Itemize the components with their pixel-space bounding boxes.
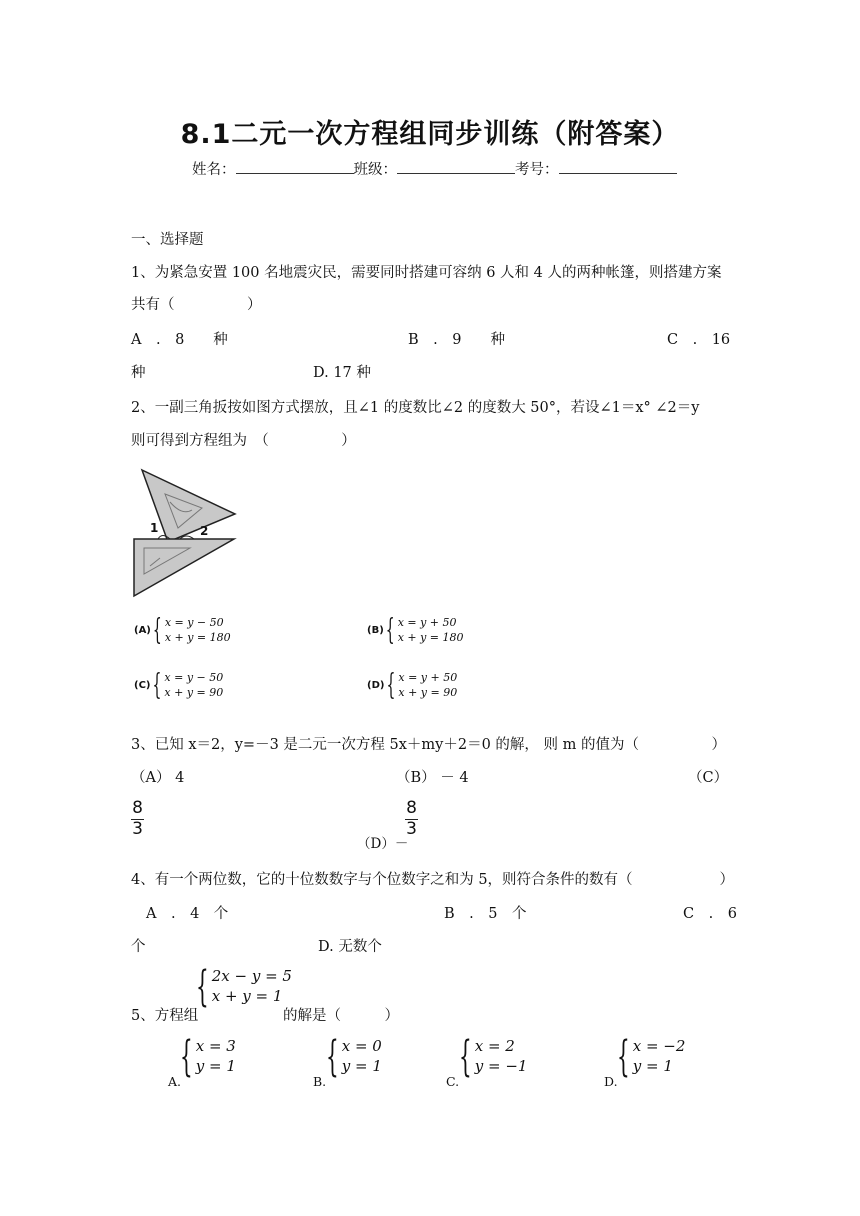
q4-option-a: A . 4 个 <box>146 906 229 922</box>
q3-d-denominator: 3 <box>406 818 417 839</box>
class-label: 班级： <box>353 162 397 178</box>
q4-option-c: C . 6 <box>683 906 737 922</box>
q5-stem-suffix: 的解是（ ） <box>283 1008 399 1024</box>
q3-option-c: （C） <box>688 770 729 786</box>
q4-option-b: B . 5 个 <box>444 906 527 922</box>
page-title: 8.1二元一次方程组同步训练（附答案） <box>180 119 680 150</box>
q2-option-d: (D) { x = y + 50 x + y = 90 <box>367 669 458 703</box>
q2-option-b: (B) { x = y + 50 x + y = 180 <box>367 614 464 648</box>
q1-option-b: B . 9 种 <box>408 332 505 348</box>
q5-stem-prefix: 5、方程组 <box>131 1008 199 1024</box>
q5-option-a: { x = 3 y = 1 <box>180 1031 236 1082</box>
name-label: 姓名： <box>192 162 236 178</box>
set-squares-figure <box>130 466 242 600</box>
section-heading: 一、选择题 <box>131 232 204 248</box>
q2-option-b-label: (B) <box>367 625 384 637</box>
q4-option-d: D. 无数个 <box>318 939 382 955</box>
q5-option-d-eq2: y = 1 <box>632 1057 673 1076</box>
q5-eq2: x + y = 1 <box>211 987 283 1006</box>
q5-option-c: { x = 2 y = −1 <box>459 1031 528 1082</box>
q5-option-b-label: B. <box>313 1074 327 1089</box>
q1-option-a: A . 8 种 <box>131 332 228 348</box>
q5-option-d-label: D. <box>604 1074 618 1089</box>
q2-option-b-eq2: x + y = 180 <box>397 630 464 644</box>
name-blank <box>236 159 354 174</box>
q3-option-c-fraction <box>131 800 144 839</box>
q2-option-a-eq2: x + y = 180 <box>164 630 231 644</box>
q5-option-a-eq2: y = 1 <box>195 1057 236 1076</box>
q2-option-a: (A) { x = y − 50 x + y = 180 <box>134 614 231 648</box>
q2-option-a-eq1: x = y − 50 <box>164 616 224 629</box>
q3-c-denominator: 3 <box>132 818 143 839</box>
angle-1-label: 1 <box>150 521 159 535</box>
q3-d-numerator: 8 <box>406 798 417 818</box>
q2-option-d-eq2: x + y = 90 <box>398 685 458 699</box>
q5-option-a-eq1: x = 3 <box>195 1037 236 1055</box>
q1-option-d: D. 17 种 <box>313 365 371 381</box>
q2-option-c-label: (C) <box>134 680 151 692</box>
q4-option-c-cont: 个 <box>131 939 146 955</box>
q5-option-d: { x = −2 y = 1 <box>617 1031 686 1082</box>
q5-eq1: 2x − y = 5 <box>211 967 292 985</box>
q3-option-b: （B） － 4 <box>396 770 469 786</box>
q5-option-d-eq1: x = −2 <box>632 1037 686 1055</box>
q1-stem-line1: 1、为紧急安置 100 名地震灾民，需要同时搭建可容纳 6 人和 4 人的两种帐篷，则搭建方案 <box>131 265 722 281</box>
q2-option-c-eq1: x = y − 50 <box>164 671 224 684</box>
q5-option-c-label: C. <box>446 1074 460 1089</box>
student-info-line <box>192 158 677 179</box>
q5-option-b-eq2: y = 1 <box>341 1057 382 1076</box>
q4-stem: 4、有一个两位数，它的十位数数字与个位数字之和为 5，则符合条件的数有（ ） <box>131 872 735 888</box>
q2-stem-line2: 则可得到方程组为 （ ） <box>131 433 356 449</box>
q2-option-b-eq1: x = y + 50 <box>397 616 457 629</box>
q2-option-d-label: (D) <box>367 680 385 692</box>
q2-option-c: (C) { x = y − 50 x + y = 90 <box>134 669 224 703</box>
q2-option-a-label: (A) <box>134 625 151 637</box>
q5-option-c-eq1: x = 2 <box>474 1037 515 1055</box>
q3-stem: 3、已知 x＝2，y=－3 是二元一次方程 5x＋my＋2＝0 的解， 则 m 的值为（ ） <box>131 737 726 753</box>
angle-2-label: 2 <box>200 524 209 538</box>
q5-option-b: { x = 0 y = 1 <box>326 1031 382 1082</box>
q5-system: { 2x − y = 5 x + y = 1 <box>196 961 292 1012</box>
q5-option-b-eq1: x = 0 <box>341 1037 382 1055</box>
q1-stem-line2: 共有（ ） <box>131 297 262 313</box>
q2-option-d-eq1: x = y + 50 <box>398 671 458 684</box>
q1-option-c-cont: 种 <box>131 365 146 381</box>
exam-blank <box>559 159 677 174</box>
q3-option-a: （A） 4 <box>131 770 185 786</box>
q2-stem-line1: 2、一副三角扳按如图方式摆放，且∠1 的度数比∠2 的度数大 50°，若设∠1＝x° ∠2＝y <box>131 400 700 416</box>
q3-option-d-fraction <box>405 800 418 839</box>
q2-option-c-eq2: x + y = 90 <box>164 685 224 699</box>
q5-option-c-eq2: y = −1 <box>474 1057 528 1076</box>
q1-option-c: C . 16 <box>667 332 731 348</box>
q5-option-a-label: A. <box>168 1074 182 1089</box>
q3-option-d: （D）－ <box>357 836 409 852</box>
exam-label: 考号： <box>515 162 559 178</box>
class-blank <box>397 159 515 174</box>
q3-c-numerator: 8 <box>132 798 143 818</box>
